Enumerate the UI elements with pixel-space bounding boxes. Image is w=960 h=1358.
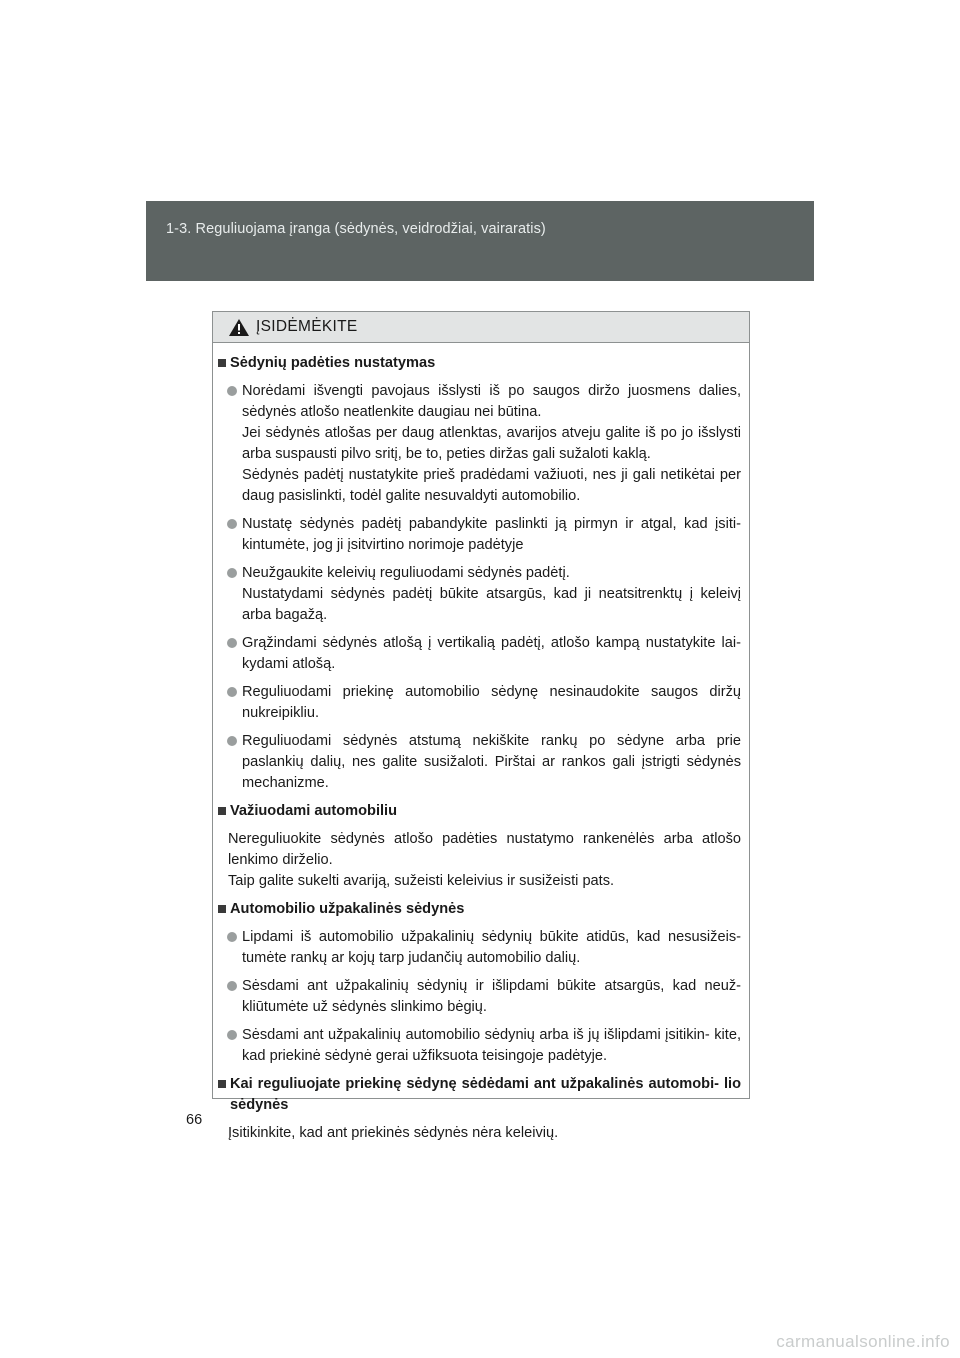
section-paragraph: Nereguliuokite sėdynės atlošo padėties nustatymo rankenėlės arba atlošo lenkimo dirželio. Taip galite sukelti avariją, sužeisti keleivius ir susižeisti pats.	[228, 831, 741, 889]
round-bullet-icon	[227, 638, 237, 648]
list-item: Nustatę sėdynės padėtį pabandykite paslinkti ją pirmyn ir atgal, kad įsiti- kintumėte, jog ji įsitvirtino norimoje padėtyje	[227, 514, 741, 556]
section-heading: Važiuodami automobiliu	[218, 801, 741, 822]
caution-title: ĮSIDĖMĖKITE	[256, 318, 358, 335]
list-item: Neužgaukite keleivių reguliuodami sėdynės padėtį. Nustatydami sėdynės padėtį būkite atsargūs, kad ji neatsitrenktų į keleivį arba bagažą.	[227, 563, 741, 626]
caution-section	[218, 801, 741, 892]
section-heading: Sėdynių padėties nustatymas	[218, 353, 741, 374]
list-item: Grąžindami sėdynės atlošą į vertikalią padėtį, atlošo kampą nustatykite lai- kydami atlošą.	[227, 633, 741, 675]
list-item: Sėsdami ant užpakalinių sėdynių ir išlipdami būkite atsargūs, kad neuž- kliūtumėte už sėdynės slinkimo bėgių.	[227, 976, 741, 1018]
section-paragraph: Įsitikinkite, kad ant priekinės sėdynės nėra keleivių.	[228, 1125, 559, 1141]
round-bullet-icon	[227, 932, 237, 942]
square-bullet-icon	[218, 905, 226, 913]
list-item: Sėsdami ant užpakalinių automobilio sėdynių arba iš jų išlipdami įsitikin- kite, kad priekinė sėdynė gerai užfiksuota teisingoje padėtyje.	[227, 1025, 741, 1067]
caution-body	[213, 343, 749, 1144]
caution-section	[218, 899, 741, 1067]
section-header	[146, 201, 814, 281]
round-bullet-icon	[227, 519, 237, 529]
round-bullet-icon	[227, 568, 237, 578]
round-bullet-icon	[227, 386, 237, 396]
caution-section	[218, 353, 741, 794]
section-heading: Automobilio užpakalinės sėdynės	[218, 899, 741, 920]
list-item: Lipdami iš automobilio užpakalinių sėdynių būkite atidūs, kad nesusižeis- tumėte rankų ar kojų tarp judančių automobilio dalių.	[227, 927, 741, 969]
caution-header	[213, 312, 749, 343]
caution-section	[218, 1074, 741, 1144]
square-bullet-icon	[218, 807, 226, 815]
section-heading: Kai reguliuojate priekinę sėdynę sėdėdami ant užpakalinės automobi- lio sėdynės	[218, 1074, 741, 1116]
list-item: Reguliuodami sėdynės atstumą nekiškite rankų po sėdyne arba prie paslankių dalių, nes galite susižaloti. Pirštai ar rankos gali įstrigti sėdynės mechanizme.	[227, 731, 741, 794]
square-bullet-icon	[218, 1080, 226, 1088]
square-bullet-icon	[218, 359, 226, 367]
warning-triangle-icon	[228, 318, 250, 337]
page-number: 66	[186, 1112, 203, 1128]
watermark: carmanualsonline.info	[776, 1332, 950, 1351]
list-item: Reguliuodami priekinę automobilio sėdynę nesinaudokite saugos diržų nukreipikliu.	[227, 682, 741, 724]
round-bullet-icon	[227, 1030, 237, 1040]
round-bullet-icon	[227, 736, 237, 746]
list-item: Norėdami išvengti pavojaus išslysti iš po saugos diržo juosmens dalies, sėdynės atlošo neatlenkite daugiau nei būtina. Jei sėdynės atlošas per daug atlenktas, avarijos atveju galite iš po jo išslysti arba suspausti pilvo sritį, be to, peties diržas gali sužaloti kaklą. Sėdynės padėtį nustatykite prieš pradėdami važiuoti, nes ji gali netikėtai per daug pasislinkti, todėl galite nesuvaldyti automobilio.	[227, 381, 741, 507]
round-bullet-icon	[227, 981, 237, 991]
section-title: 1-3. Reguliuojama įranga (sėdynės, veidrodžiai, vairaratis)	[166, 221, 546, 237]
round-bullet-icon	[227, 687, 237, 697]
caution-box	[212, 311, 750, 1141]
